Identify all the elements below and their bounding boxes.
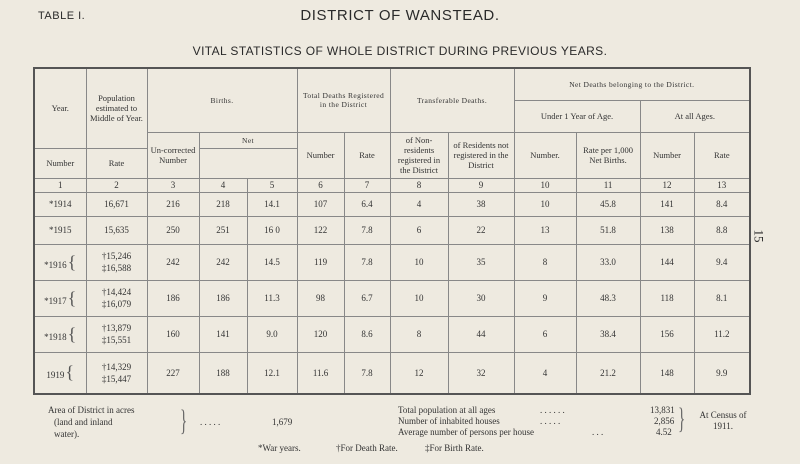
column-number: 5 <box>247 178 297 192</box>
population-cell <box>86 192 147 216</box>
table-row <box>34 244 750 280</box>
table-row <box>34 280 750 316</box>
col-6-cell: 120 <box>297 316 344 352</box>
col-9-cell: 32 <box>448 352 514 394</box>
legend-birth-rate: ‡For Birth Rate. <box>425 443 484 453</box>
houses-dots: . . . . . <box>540 416 561 426</box>
col-3-cell: 250 <box>147 216 199 244</box>
col-4-cell: 218 <box>199 192 247 216</box>
header-population: Population estimated to Middle of Year. <box>86 68 147 148</box>
area-value: 1,679 <box>272 417 293 427</box>
col-7-cell: 7.8 <box>344 216 390 244</box>
houses-label: Number of inhabited houses <box>398 416 500 426</box>
population-value: †13,879 <box>101 323 132 333</box>
header-uncorrected: Un-corrected Number <box>147 132 199 178</box>
census-note: At Census of 1911. <box>699 410 747 431</box>
column-number: 11 <box>576 178 640 192</box>
col-7-cell: 7.8 <box>344 244 390 280</box>
column-number: 2 <box>86 178 147 192</box>
column-number: 7 <box>344 178 390 192</box>
col-9-cell: 30 <box>448 280 514 316</box>
col-11-cell: 48.3 <box>576 280 640 316</box>
population-cell <box>86 244 147 280</box>
col-13-cell: 8.8 <box>694 216 750 244</box>
total-population-value: 13,831 <box>650 405 675 415</box>
col-5-cell: 11.3 <box>247 280 297 316</box>
col-10-cell: 4 <box>514 352 576 394</box>
col-4-cell: 242 <box>199 244 247 280</box>
col-12-cell: 144 <box>640 244 694 280</box>
column-number: 6 <box>297 178 344 192</box>
year-value: 1919 <box>46 370 65 381</box>
census-brace: } <box>678 402 686 435</box>
header-net-rate: Rate <box>86 148 147 178</box>
year-cell <box>34 316 86 352</box>
table-row <box>34 216 750 244</box>
page-number: 15 <box>751 229 767 243</box>
year-cell <box>34 192 86 216</box>
population-birth-value: ‡15,447 <box>101 373 132 384</box>
col-13-cell: 8.1 <box>694 280 750 316</box>
population-value: †15,246 <box>101 251 132 261</box>
col-10-cell: 8 <box>514 244 576 280</box>
col-8-cell: 8 <box>390 316 448 352</box>
col-6-cell: 11.6 <box>297 352 344 394</box>
total-population-dots: . . . . . . <box>540 405 565 415</box>
col-3-cell: 216 <box>147 192 199 216</box>
column-number-row <box>34 178 750 192</box>
col-3-cell: 160 <box>147 316 199 352</box>
table-row <box>34 192 750 216</box>
col-5-cell: 14.5 <box>247 244 297 280</box>
legend-war-years: *War years. <box>258 443 301 453</box>
col-7-cell: 6.7 <box>344 280 390 316</box>
header-under-1: Under 1 Year of Age. <box>514 100 640 132</box>
population-cell <box>86 316 147 352</box>
col-7-cell: 8.6 <box>344 316 390 352</box>
year-value: *1915 <box>49 225 72 235</box>
header-all-number: Number <box>640 132 694 178</box>
year-brace: { <box>67 323 77 344</box>
header-deaths-number: Number <box>297 132 344 178</box>
column-number: 10 <box>514 178 576 192</box>
col-5-cell: 12.1 <box>247 352 297 394</box>
col-5-cell: 14.1 <box>247 192 297 216</box>
population-value: †14,424 <box>101 287 132 297</box>
col-6-cell: 98 <box>297 280 344 316</box>
year-brace: { <box>67 287 77 308</box>
year-value: *1916 <box>44 259 67 270</box>
col-4-cell: 251 <box>199 216 247 244</box>
col-13-cell: 11.2 <box>694 316 750 352</box>
header-all-rate: Rate <box>694 132 750 178</box>
year-value: *1914 <box>49 199 72 209</box>
col-8-cell: 6 <box>390 216 448 244</box>
table-label: TABLE I. <box>38 10 86 22</box>
header-all-ages: At all Ages. <box>640 100 750 132</box>
col-13-cell: 9.9 <box>694 352 750 394</box>
header-infant-rate: Rate per 1,000 Net Births. <box>576 132 640 178</box>
page-subtitle: VITAL STATISTICS OF WHOLE DISTRICT DURING PREVIOUS YEARS. <box>192 44 608 58</box>
population-value: 15,635 <box>104 225 129 235</box>
col-8-cell: 10 <box>390 244 448 280</box>
col-11-cell: 38.4 <box>576 316 640 352</box>
year-brace: { <box>65 362 75 383</box>
col-7-cell: 7.8 <box>344 352 390 394</box>
header-year: Year. <box>34 68 86 148</box>
population-birth-value: ‡15,551 <box>101 335 132 345</box>
population-value: 16,671 <box>104 199 129 209</box>
header-non-residents: of Non-residents registered in the District <box>390 132 448 178</box>
population-value: †14,329 <box>101 361 132 372</box>
col-11-cell: 33.0 <box>576 244 640 280</box>
table-row <box>34 316 750 352</box>
header-net-number: Number <box>34 148 86 178</box>
area-label-line3: water). <box>54 429 80 439</box>
header-births: Births. <box>147 68 297 132</box>
area-dots: . . . . . <box>200 417 221 427</box>
year-value: *1918 <box>44 331 67 342</box>
column-number: 13 <box>694 178 750 192</box>
col-8-cell: 4 <box>390 192 448 216</box>
column-number: 8 <box>390 178 448 192</box>
houses-value: 2,856 <box>654 416 675 426</box>
column-number: 3 <box>147 178 199 192</box>
year-cell <box>34 352 86 394</box>
col-12-cell: 138 <box>640 216 694 244</box>
header-net: Net <box>199 132 297 148</box>
population-cell <box>86 352 147 394</box>
table-row <box>34 352 750 394</box>
col-3-cell: 242 <box>147 244 199 280</box>
col-8-cell: 10 <box>390 280 448 316</box>
column-number: 4 <box>199 178 247 192</box>
total-population-label: Total population at all ages <box>398 405 496 415</box>
col-10-cell: 9 <box>514 280 576 316</box>
population-cell <box>86 216 147 244</box>
column-number: 9 <box>448 178 514 192</box>
avg-persons-label: Average number of persons per house <box>398 427 535 437</box>
col-12-cell: 118 <box>640 280 694 316</box>
year-cell <box>34 244 86 280</box>
col-9-cell: 44 <box>448 316 514 352</box>
legend-death-rate: †For Death Rate. <box>336 443 398 453</box>
population-birth-value: ‡16,588 <box>101 263 132 273</box>
col-11-cell: 21.2 <box>576 352 640 394</box>
avg-persons-value: 4.52 <box>656 427 672 437</box>
year-brace: { <box>67 251 77 272</box>
col-12-cell: 148 <box>640 352 694 394</box>
area-label-line1: Area of District in acres <box>48 405 135 415</box>
col-12-cell: 156 <box>640 316 694 352</box>
col-4-cell: 188 <box>199 352 247 394</box>
col-3-cell: 186 <box>147 280 199 316</box>
column-number: 12 <box>640 178 694 192</box>
col-5-cell: 9.0 <box>247 316 297 352</box>
col-9-cell: 35 <box>448 244 514 280</box>
population-cell <box>86 280 147 316</box>
area-brace: } <box>180 404 188 437</box>
page-title: DISTRICT OF WANSTEAD. <box>300 7 500 24</box>
col-9-cell: 22 <box>448 216 514 244</box>
col-9-cell: 38 <box>448 192 514 216</box>
header-residents-not: of Residents not registered in the District <box>448 132 514 178</box>
col-11-cell: 51.8 <box>576 216 640 244</box>
col-10-cell: 6 <box>514 316 576 352</box>
col-11-cell: 45.8 <box>576 192 640 216</box>
col-4-cell: 141 <box>199 316 247 352</box>
col-5-cell: 16 0 <box>247 216 297 244</box>
col-8-cell: 12 <box>390 352 448 394</box>
col-13-cell: 8.4 <box>694 192 750 216</box>
year-cell <box>34 216 86 244</box>
col-6-cell: 107 <box>297 192 344 216</box>
col-3-cell: 227 <box>147 352 199 394</box>
year-cell <box>34 280 86 316</box>
population-birth-value: ‡16,079 <box>101 299 132 309</box>
col-4-cell: 186 <box>199 280 247 316</box>
header-infant-number: Number. <box>514 132 576 178</box>
column-number: 1 <box>34 178 86 192</box>
col-10-cell: 10 <box>514 192 576 216</box>
header-deaths-rate: Rate <box>344 132 390 178</box>
col-6-cell: 119 <box>297 244 344 280</box>
col-6-cell: 122 <box>297 216 344 244</box>
year-value: *1917 <box>44 295 67 306</box>
col-7-cell: 6.4 <box>344 192 390 216</box>
avg-persons-dots: . . . <box>592 427 604 437</box>
header-transferable-deaths: Transferable Deaths. <box>390 68 514 132</box>
col-10-cell: 13 <box>514 216 576 244</box>
header-net-deaths: Net Deaths belonging to the District. <box>514 68 750 100</box>
col-12-cell: 141 <box>640 192 694 216</box>
vital-statistics-table <box>33 67 751 395</box>
area-label-line2: (land and inland <box>54 417 113 427</box>
header-total-deaths: Total Deaths Registered in the District <box>297 68 390 132</box>
col-13-cell: 9.4 <box>694 244 750 280</box>
